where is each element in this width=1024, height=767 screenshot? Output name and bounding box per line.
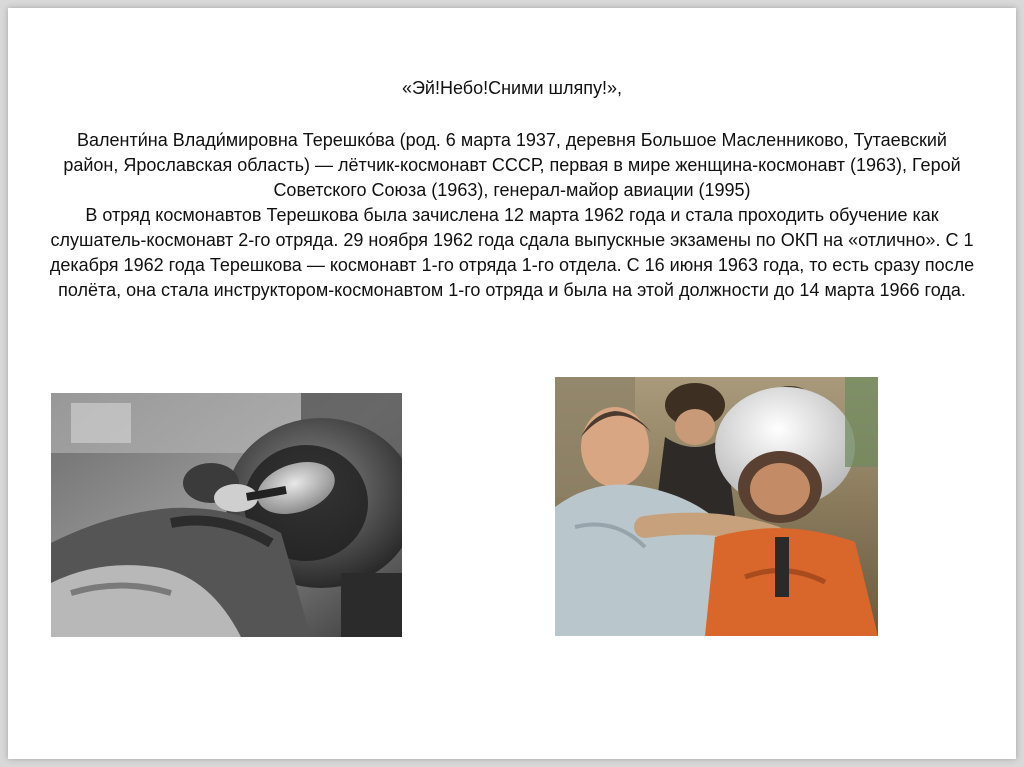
slide — [8, 8, 1016, 759]
slide-body — [48, 128, 976, 303]
photo-cosmonaut-in-capsule-image — [51, 393, 402, 637]
photo-cosmonaut-with-crowd — [555, 377, 878, 636]
slide-title: «Эй!Небо!Сними шляпу!», — [401, 78, 622, 98]
photo-cosmonaut-with-crowd-image — [555, 377, 878, 636]
paragraph-career: В отряд космонавтов Терешкова была зачислена 12 марта 1962 года и стала проходить обучение как слушатель-космонавт 2-го отряда. 29 ноября 1962 года сдала выпускные экзамены по ОКП на «отлично». С 1 декабря 1962 года Терешкова — космонавт 1-го отряда 1-го отдела. С 16 июня 1963 года, то есть сразу после полёта, она стала инструктором-космонавтом 1-го отряда и была на этой должности до 14 марта 1966 года. — [49, 205, 975, 300]
photo-cosmonaut-in-capsule — [51, 393, 402, 637]
paragraph-biography: Валенти́на Влади́мировна Терешко́ва (род. 6 марта 1937, деревня Большое Масленниково, Тутаевский район, Ярославская область) — лётчик-космонавт СССР, первая в мире женщина-космонавт (1963), Герой Советского Союза (1963), генерал-майор авиации (1995) — [63, 130, 961, 200]
